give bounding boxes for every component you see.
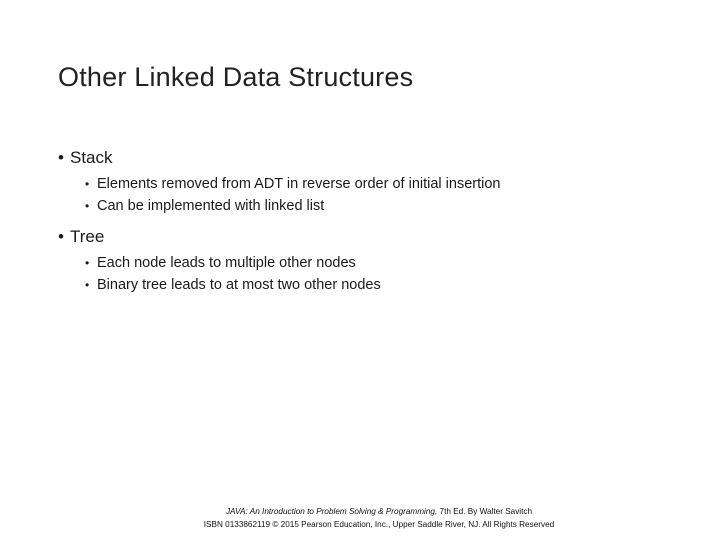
bullet-text: Elements removed from ADT in reverse order of initial insertion (97, 176, 501, 192)
bullet-group-tree (58, 225, 698, 296)
bullet-level1 (58, 146, 698, 170)
footer-copyright: ISBN 0133862119 © 2015 Pearson Education, Inc., Upper Saddle River, NJ. All Rights Reserved (203, 520, 555, 529)
bullet-marker: • (85, 177, 90, 191)
bullet-level2 (58, 195, 698, 217)
bullet-text: Each node leads to multiple other nodes (97, 255, 356, 271)
bullet-list (58, 146, 698, 304)
bullet-level1 (58, 225, 698, 249)
bullet-level2 (58, 173, 698, 195)
bullet-marker: • (85, 278, 90, 292)
bullet-marker: • (58, 227, 64, 246)
bullet-group-stack (58, 146, 698, 217)
footer-citation-line1 (0, 505, 720, 518)
bullet-marker: • (58, 148, 64, 167)
bullet-marker: • (85, 256, 90, 270)
bullet-label-stack: Stack (70, 148, 113, 167)
bullet-level2 (58, 252, 698, 274)
footer-book-title: JAVA: An Introduction to Problem Solving & Programming, (225, 507, 438, 516)
footer-edition-author: 7th Ed. By Walter Savitch (437, 507, 533, 516)
bullet-label-tree: Tree (70, 227, 105, 246)
slide-title: Other Linked Data Structures (58, 62, 414, 92)
bullet-text: Binary tree leads to at most two other nodes (97, 277, 381, 293)
bullet-marker: • (85, 199, 90, 213)
bullet-text: Can be implemented with linked list (97, 198, 325, 214)
bullet-level2 (58, 274, 698, 296)
